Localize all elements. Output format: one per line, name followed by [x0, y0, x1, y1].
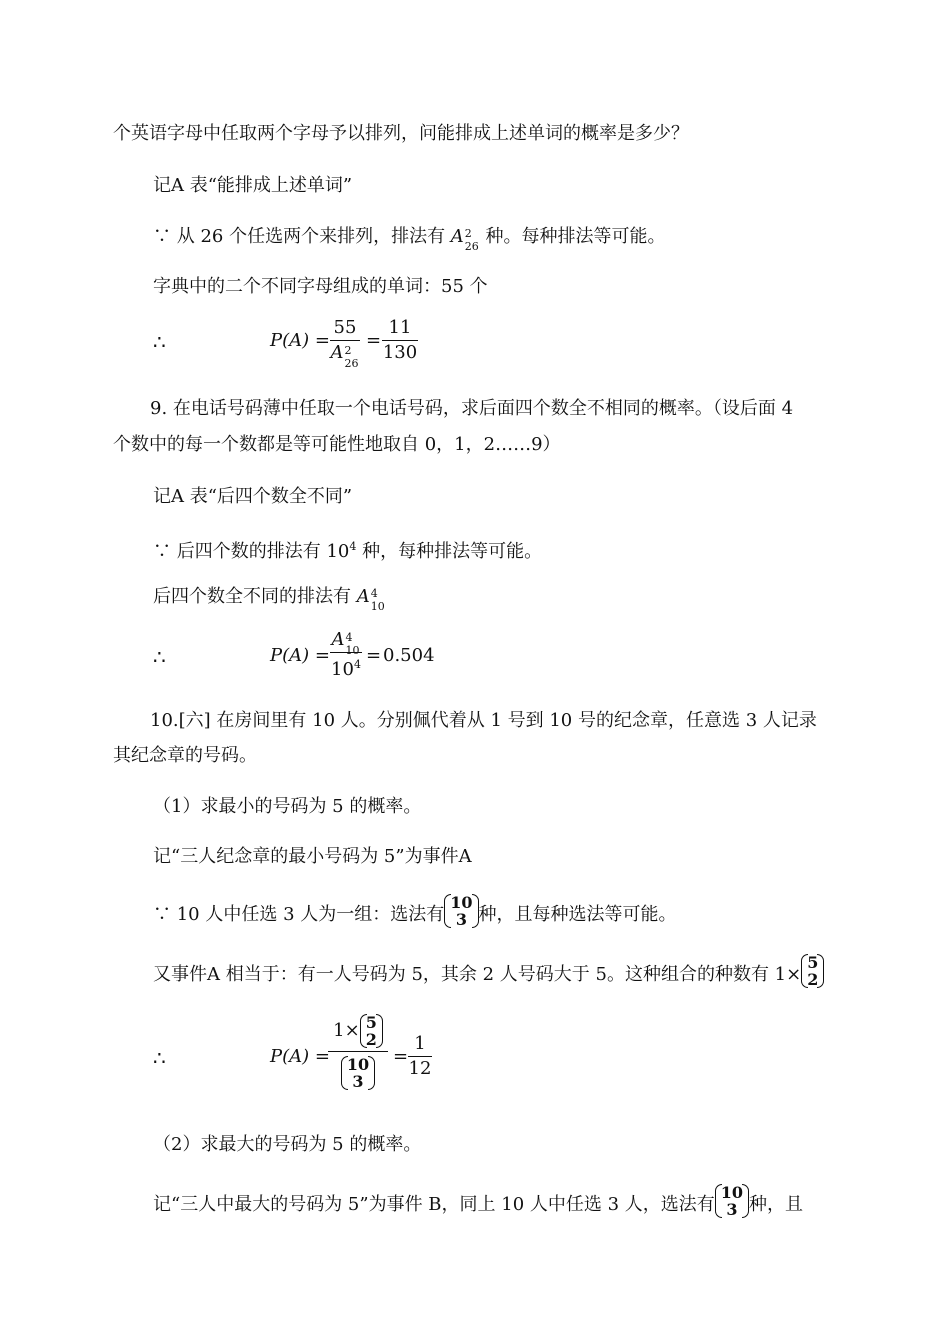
result-value: 0.504 [383, 645, 435, 666]
fraction: 1 12 [408, 1033, 432, 1079]
text-line: 记“三人纪念章的最小号码为 5”为事件A [153, 846, 472, 867]
text-line: 后四个数全不同的排法有 A 4 10 [153, 586, 385, 613]
text-line: ∵ 后四个数的排法有 $10^4$ 种，每种排法等可能。 [153, 540, 543, 562]
text-line: 又事件A 相当于：有一人号码为 5，其余 2 人号码大于 5。这种组合的种数有 1× 5 2 [153, 962, 824, 988]
binomial: 10 3 [444, 894, 478, 928]
equals: = [393, 1046, 409, 1067]
formula-lhs: P(A) = [270, 330, 330, 351]
text-line: 个英语字母中任取两个字母予以排列，问能排成上述单词的概率是多少？ [113, 123, 689, 144]
subquestion-2: （2）求最大的号码为 5 的概率。 [153, 1134, 422, 1155]
fraction: A 4 10 $10^4$ [331, 629, 361, 680]
text-line: 字典中的二个不同字母组成的单词：55 个 [153, 276, 488, 297]
therefore-symbol: ∴ [153, 1046, 166, 1070]
therefore-symbol: ∴ [153, 645, 166, 669]
text-line: 记A 表“能排成上述单词” [153, 175, 353, 196]
subquestion-1: （1）求最小的号码为 5 的概率。 [153, 796, 422, 817]
formula-lhs: P(A) = [270, 1046, 330, 1067]
fraction: 1× 5 2 10 3 [328, 1013, 388, 1092]
question-9: 9. 在电话号码薄中任取一个电话号码，求后面四个数全不相同的概率。（设后面 4 [150, 398, 794, 419]
text-line: 记A 表“后四个数全不同” [153, 486, 353, 507]
text-line: ∵ 10 人中任选 3 人为一组：选法有 10 3 种，且每种选法等可能。 [153, 893, 677, 929]
question-9-cont: 个数中的每一个数都是等可能性地取自 0，1，2……9） [113, 434, 561, 455]
binomial: 10 3 [715, 1184, 749, 1218]
equals: = [366, 645, 382, 666]
text-line: 记“三人中最大的号码为 5”为事件 B，同上 10 人中任选 3 人，选法有 10 3 种，且 [153, 1183, 804, 1219]
fraction: 11 130 [382, 317, 418, 363]
equals: = [366, 330, 382, 351]
binomial: 5 2 [801, 954, 824, 988]
formula-lhs: P(A) = [270, 645, 330, 666]
therefore-symbol: ∴ [153, 330, 166, 354]
text-line: ∵ 从 26 个任选两个来排列，排法有 A 2 26 种。每种排法等可能。 [153, 226, 666, 253]
question-10-cont: 其纪念章的号码。 [113, 745, 257, 766]
question-10: 10.[六] 在房间里有 10 人。分别佩代着从 1 号到 10 号的纪念章，任意选 3 人记录 [150, 710, 817, 731]
fraction: 55 A 2 26 [330, 317, 359, 370]
